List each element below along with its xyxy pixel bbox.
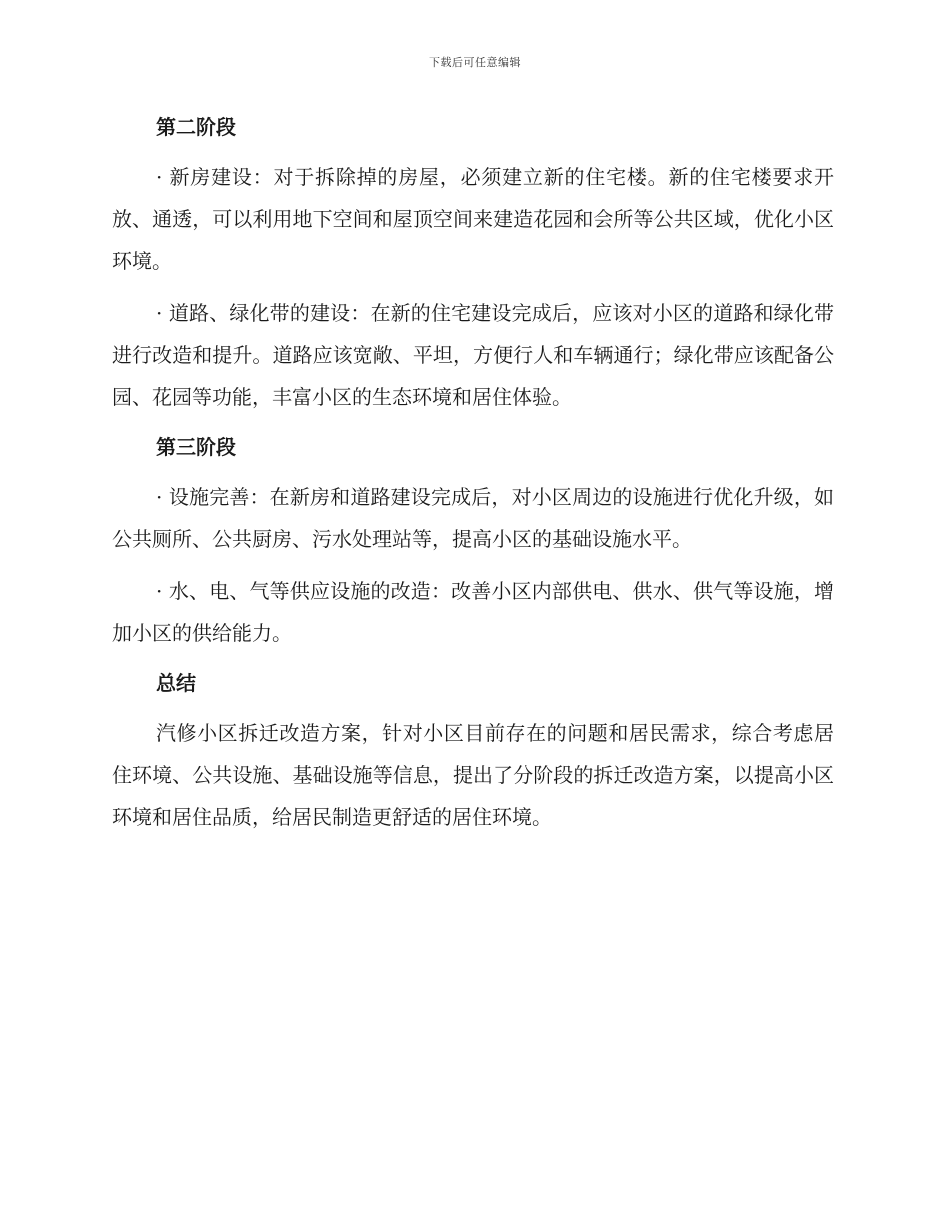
paragraph-utilities: · 水、电、气等供应设施的改造：改善小区内部供电、供水、供气等设施，增加小区的供给能力。 xyxy=(112,579,834,645)
paragraph-facilities: · 设施完善：在新房和道路建设完成后，对小区周边的设施进行优化升级，如公共厕所、公共厨房、污水处理站等，提高小区的基础设施水平。 xyxy=(112,485,834,551)
document-body xyxy=(112,108,834,848)
paragraph-new-housing: · 新房建设：对于拆除掉的房屋，必须建立新的住宅楼。新的住宅楼要求开放、通透，可以利用地下空间和屋顶空间来建造花园和会所等公共区域，优化小区环境。 xyxy=(112,165,834,273)
paragraph-summary: 汽修小区拆迁改造方案，针对小区目前存在的问题和居民需求，综合考虑居住环境、公共设施、基础设施等信息，提出了分阶段的拆迁改造方案，以提高小区环境和居住品质，给居民制造更舒适的居住环境。 xyxy=(112,721,834,829)
paragraph-roads-greenbelt: · 道路、绿化带的建设：在新的住宅建设完成后，应该对小区的道路和绿化带进行改造和提升。道路应该宽敞、平坦，方便行人和车辆通行；绿化带应该配备公园、花园等功能，丰富小区的生态环境和居住体验。 xyxy=(112,301,834,409)
section-heading-stage-three: 第三阶段 xyxy=(156,435,236,459)
section-heading-summary: 总结 xyxy=(156,671,196,695)
page-header: 下载后可任意编辑 xyxy=(429,56,521,69)
section-heading-stage-two: 第二阶段 xyxy=(156,115,236,139)
